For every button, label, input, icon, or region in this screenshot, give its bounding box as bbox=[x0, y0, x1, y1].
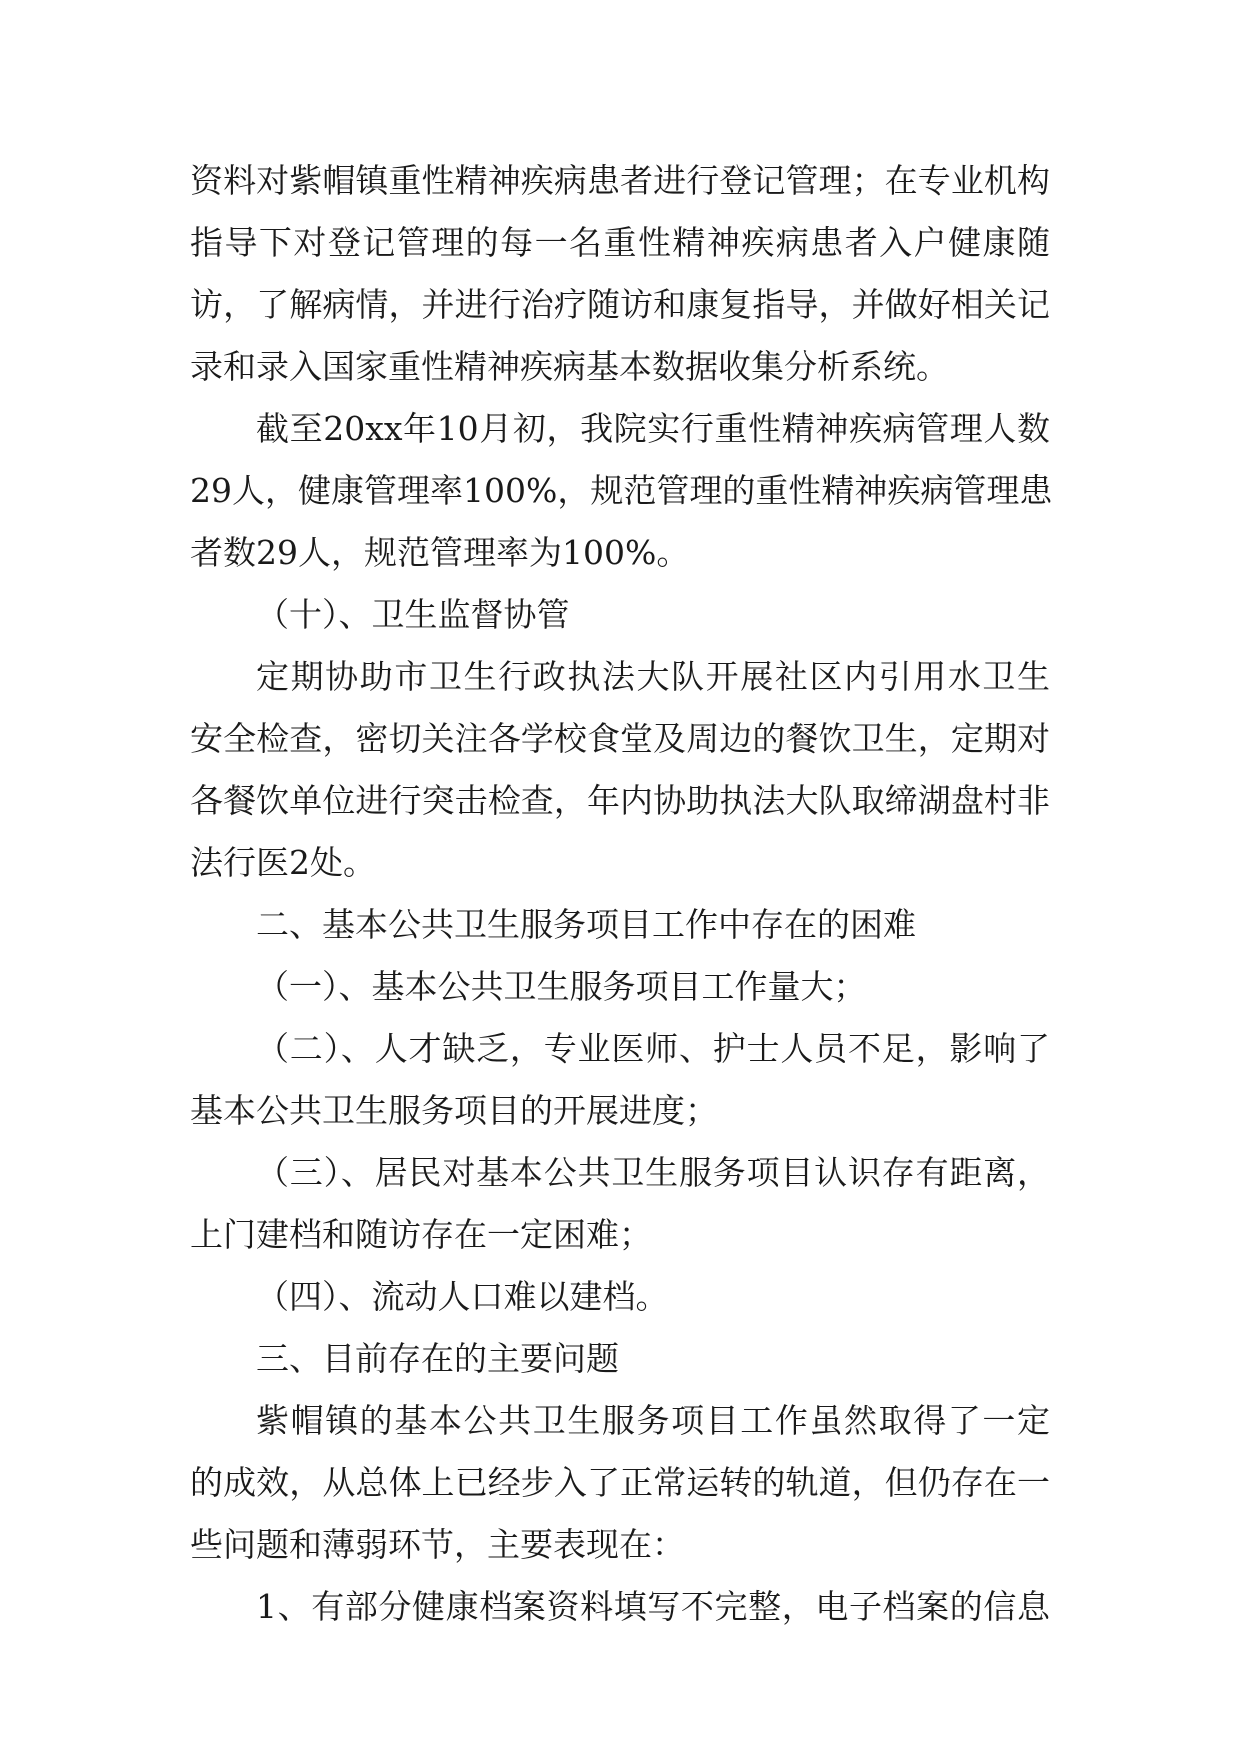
text-line: （四）、流动人口难以建档。 bbox=[256, 1277, 669, 1316]
text-line: 基本公共卫生服务项目的开展进度； bbox=[190, 1091, 718, 1130]
text-line: （二）、人才缺乏，专业医师、护士人员不足，影响了 bbox=[256, 1029, 1050, 1068]
text-line: 二、基本公共卫生服务项目工作中存在的困难 bbox=[256, 905, 916, 944]
text-line: 访，了解病情，并进行治疗随访和康复指导，并做好相关记 bbox=[190, 285, 1050, 324]
text-line: 29人，健康管理率100%，规范管理的重性精神疾病管理患 bbox=[190, 471, 1053, 510]
text-line: 者数29人，规范管理率为100%。 bbox=[190, 533, 690, 572]
text-line: （十）、卫生监督协管 bbox=[256, 595, 570, 634]
text-line: 指导下对登记管理的每一名重性精神疾病患者入户健康随 bbox=[190, 223, 1050, 262]
text-line: 些问题和薄弱环节，主要表现在： bbox=[190, 1525, 685, 1564]
text-line: 紫帽镇的基本公共卫生服务项目工作虽然取得了一定 bbox=[256, 1401, 1050, 1440]
text-line: 录和录入国家重性精神疾病基本数据收集分析系统。 bbox=[190, 347, 949, 386]
text-line: 1、有部分健康档案资料填写不完整，电子档案的信息 bbox=[256, 1587, 1050, 1626]
text-line: 安全检查，密切关注各学校食堂及周边的餐饮卫生，定期对 bbox=[190, 719, 1050, 758]
text-line: 各餐饮单位进行突击检查，年内协助执法大队取缔湖盘村非 bbox=[190, 781, 1050, 820]
text-line: 三、目前存在的主要问题 bbox=[256, 1339, 619, 1378]
text-line: （三）、居民对基本公共卫生服务项目认识存有距离， bbox=[256, 1153, 1050, 1192]
document-body bbox=[190, 150, 1053, 1638]
text-line: 法行医2处。 bbox=[190, 843, 376, 882]
text-line: 截至20xx年10月初，我院实行重性精神疾病管理人数 bbox=[256, 409, 1050, 448]
text-line: （一）、基本公共卫生服务项目工作量大； bbox=[256, 967, 867, 1006]
text-line: 定期协助市卫生行政执法大队开展社区内引用水卫生 bbox=[256, 657, 1050, 696]
text-line: 资料对紫帽镇重性精神疾病患者进行登记管理；在专业机构 bbox=[190, 161, 1050, 200]
text-line: 上门建档和随访存在一定困难； bbox=[190, 1215, 652, 1254]
text-line: 的成效，从总体上已经步入了正常运转的轨道，但仍存在一 bbox=[190, 1463, 1050, 1502]
